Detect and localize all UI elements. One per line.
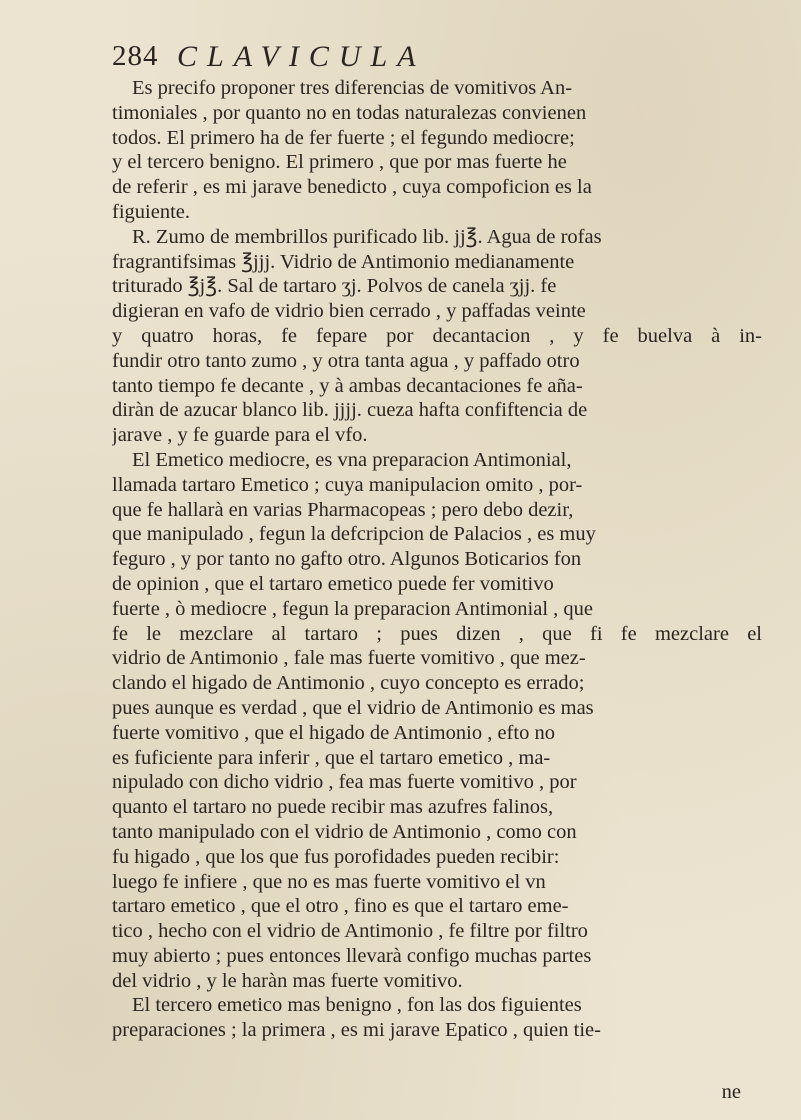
text-line	[112, 225, 777, 250]
text-line-content: es fuficiente para inferir , que el tartaro emetico , ma-	[112, 746, 551, 769]
text-line	[112, 522, 777, 547]
text-line	[112, 944, 777, 969]
text-line-content: fu higado , que los que fus porofidades pueden recibir:	[112, 845, 560, 868]
text-line-content: del vidrio , y le haràn mas fuerte vomitivo.	[112, 969, 463, 992]
text-line	[112, 746, 777, 771]
text-line	[112, 671, 777, 696]
text-line	[112, 200, 777, 225]
text-line	[112, 349, 777, 374]
text-line-content: tico , hecho con el vidrio de Antimonio , fe filtre por filtro	[112, 920, 588, 943]
text-line-content: de opinion , que el tartaro emetico puede fer vomitivo	[112, 572, 554, 595]
text-line-content: preparaciones ; la primera , es mi jarave Epatico , quien tie-	[112, 1019, 601, 1042]
text-line-content: El Emetico mediocre, es vna preparacion Antimonial,	[132, 448, 572, 471]
text-line	[112, 721, 777, 746]
text-line	[112, 969, 777, 994]
running-title: CLAVICULA	[177, 40, 426, 73]
text-line	[112, 175, 777, 200]
catchword: ne	[721, 1081, 741, 1103]
text-line	[112, 795, 777, 820]
text-line	[112, 845, 777, 870]
text-line	[112, 274, 777, 299]
text-line	[112, 423, 777, 448]
text-line	[112, 919, 777, 944]
text-line-content: tanto tiempo fe decante , y à ambas decantaciones fe aña-	[112, 374, 583, 397]
text-line	[112, 894, 777, 919]
text-line-content: que manipulado , fegun la defcripcion de Palacios , es muy	[112, 523, 596, 546]
text-line-content: triturado ℥j℥. Sal de tartaro ʒj. Polvos de canela ʒjj. fe	[112, 275, 557, 298]
text-line	[112, 498, 777, 523]
text-line-content: fuerte , ò mediocre , fegun la preparacion Antimonial , que	[112, 597, 593, 620]
text-line	[112, 770, 777, 795]
text-line-content: y el tercero benigno. El primero , que por mas fuerte he	[112, 151, 567, 174]
text-line	[112, 126, 777, 151]
text-line	[112, 101, 777, 126]
text-line-content: vidrio de Antimonio , fale mas fuerte vomitivo , que mez-	[112, 647, 586, 670]
text-line	[112, 993, 777, 1018]
text-line-content: luego fe infiere , que no es mas fuerte vomitivo el vn	[112, 870, 546, 893]
page-number: 284	[112, 40, 159, 72]
text-line	[112, 76, 777, 101]
text-line	[112, 572, 777, 597]
text-line	[112, 696, 777, 721]
text-line-content: figuiente.	[112, 200, 190, 223]
text-line	[112, 398, 777, 423]
text-line-content: todos. El primero ha de fer fuerte ; el fegundo mediocre;	[112, 126, 575, 149]
text-line	[112, 374, 777, 399]
text-line	[112, 597, 777, 622]
text-line-content: quanto el tartaro no puede recibir mas azufres falinos,	[112, 796, 554, 819]
text-line-content: nipulado con dicho vidrio , fea mas fuerte vomitivo , por	[112, 771, 577, 794]
text-line	[112, 547, 777, 572]
text-line-content: de referir , es mi jarave benedicto , cuya compoficion es la	[112, 176, 592, 199]
text-line-content: El tercero emetico mas benigno , fon las dos figuientes	[132, 994, 582, 1017]
text-line-content: jarave , y fe guarde para el vfo.	[112, 424, 368, 447]
text-line	[112, 1018, 777, 1043]
text-line	[112, 870, 777, 895]
text-line-content: feguro , y por tanto no gafto otro. Algunos Boticarios fon	[112, 548, 582, 571]
text-line-content: muy abierto ; pues entonces llevarà configo muchas partes	[112, 944, 592, 967]
text-line-content: pues aunque es verdad , que el vidrio de Antimonio es mas	[112, 696, 594, 719]
text-line	[112, 448, 777, 473]
text-line-content: tartaro emetico , que el otro , fino es que el tartaro eme-	[112, 895, 569, 918]
text-line-content: R. Zumo de membrillos purificado lib. jj℥. Agua de rofas	[132, 225, 602, 248]
text-line-content: timoniales , por quanto no en todas naturalezas convienen	[112, 101, 587, 124]
text-line-content: fundir otro tanto zumo , y otra tanta agua , y paffado otro	[112, 349, 580, 372]
text-line-content: llamada tartaro Emetico ; cuya manipulacion omito , por-	[112, 473, 583, 496]
text-line	[112, 646, 777, 671]
text-line-content: tanto manipulado con el vidrio de Antimonio , como con	[112, 820, 577, 843]
text-line	[112, 622, 777, 647]
text-line	[112, 820, 777, 845]
text-line	[112, 473, 777, 498]
text-line	[112, 250, 777, 275]
text-line-content: fuerte vomitivo , que el higado de Antimonio , efto no	[112, 721, 555, 744]
text-line-content: diràn de azucar blanco lib. jjjj. cueza hafta confiftencia de	[112, 399, 588, 422]
text-line	[112, 150, 777, 175]
text-line-content: digieran en vafo de vidrio bien cerrado , y paffadas veinte	[112, 300, 586, 323]
text-line-content: y quatro horas, fe fepare por decantacion , y fe buelva à in-	[112, 324, 762, 347]
text-line-content: Es precifo proponer tres diferencias de vomitivos An-	[132, 77, 573, 99]
text-line-content: clando el higado de Antimonio , cuyo concepto es errado;	[112, 672, 585, 695]
text-line	[112, 324, 777, 349]
text-line-content: que fe hallarà en varias Pharmacopeas ; pero debo dezir,	[112, 498, 574, 521]
text-line	[112, 299, 777, 324]
text-line-content: fe le mezclare al tartaro ; pues dizen , que fi fe mezclare el	[112, 622, 762, 645]
text-line-content: fragrantifsimas ℥jjj. Vidrio de Antimonio medianamente	[112, 250, 575, 273]
page-header	[112, 40, 752, 80]
body-text	[112, 76, 777, 1043]
